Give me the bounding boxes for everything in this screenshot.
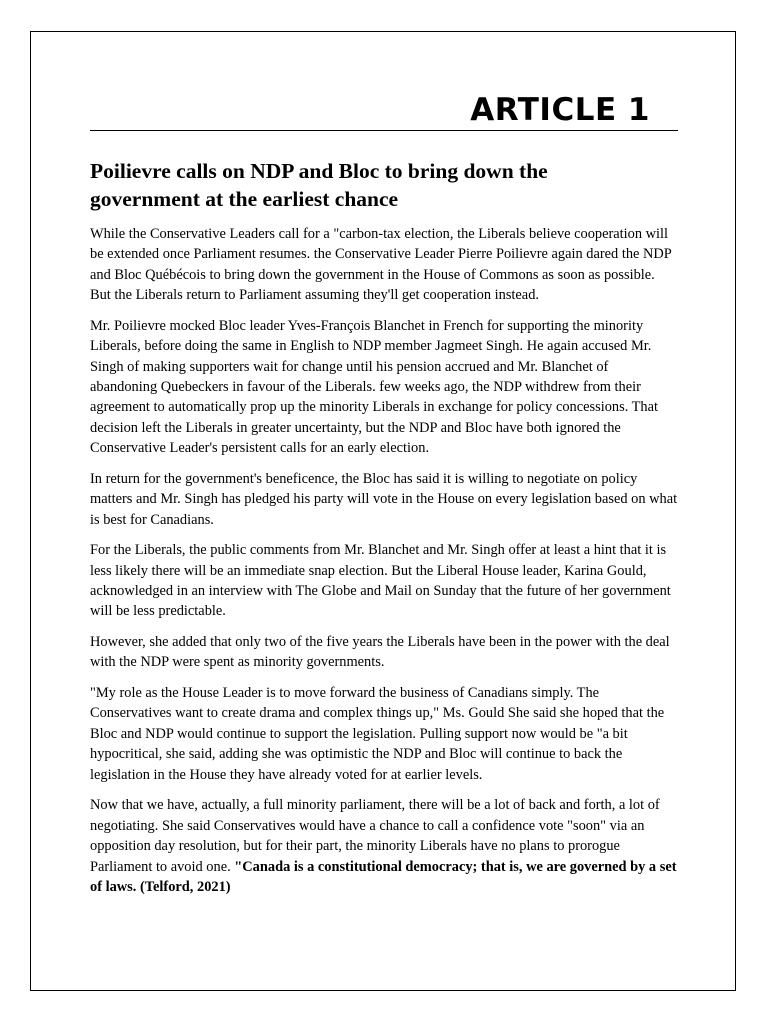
article-headline: Poilievre calls on NDP and Bloc to bring down the government at the earliest chance	[90, 159, 548, 211]
paragraph: Mr. Poilievre mocked Bloc leader Yves-François Blanchet in French for supporting the minority Liberals, before doing the same in English to NDP member Jagmeet Singh. He again accused Mr. Singh of making supporters wait for change until his pension accrued and Mr. Blanchet of abandoning Quebeckers in favour of the Liberals. few weeks ago, the NDP withdrew from their agreement to automatically prop up the minority Liberals in exchange for policy concessions. That decision left the Liberals in greater uncertainty, but the NDP and Bloc have both ignored the Conservative Leader's persistent calls for an early election.	[90, 317, 658, 457]
final-paragraph-text: Now that we have, actually, a full minority parliament, there will be a lot of back and forth, a lot of negotiating. She said Conservatives would have a chance to call a confidence vote "soon" via an opposition day resolution, but for their part, the minority Liberals have no plans to prorogue Parliament to avoid one.	[90, 797, 660, 875]
header-rule	[90, 130, 678, 131]
article-body	[90, 224, 678, 908]
final-paragraph	[90, 795, 678, 897]
paragraph: While the Conservative Leaders call for a "carbon-tax election, the Liberals believe cooperation will be extended once Parliament resumes. the Conservative Leader Pierre Poilievre again dared the NDP and Bloc Québécois to bring down the government in the House of Commons as soon as possible. But the Liberals return to Parliament assuming they'll get cooperation instead.	[90, 226, 672, 304]
paragraph: In return for the government's beneficence, the Bloc has said it is willing to negotiate on policy matters and Mr. Singh has pledged his party will vote in the House on every legislation based on what is best for Canadians.	[90, 470, 678, 528]
paragraph: However, she added that only two of the five years the Liberals have been in the power with the deal with the NDP were spent as minority governments.	[90, 634, 670, 671]
paragraph: "My role as the House Leader is to move forward the business of Canadians simply. The Conservatives want to create drama and complex things up," Ms. Gould She said she hoped that the Bloc and NDP would continue to support the legislation. Pulling support now would be "a bit hypocritical, she said, adding she was optimistic the NDP and Bloc will continue to back the legislation in the House they have already voted for at earlier levels.	[90, 685, 665, 783]
article-label: ARTICLE 1	[470, 92, 650, 128]
closing-quote: "Canada is a constitutional democracy; that is, we are governed by a set of laws. (Telford, 2021)	[90, 858, 677, 895]
paragraph: For the Liberals, the public comments from Mr. Blanchet and Mr. Singh offer at least a hint that it is less likely there will be an immediate snap election. But the Liberal House leader, Karina Gould, acknowledged in an interview with The Globe and Mail on Sunday that the future of her government will be less predictable.	[90, 542, 671, 620]
